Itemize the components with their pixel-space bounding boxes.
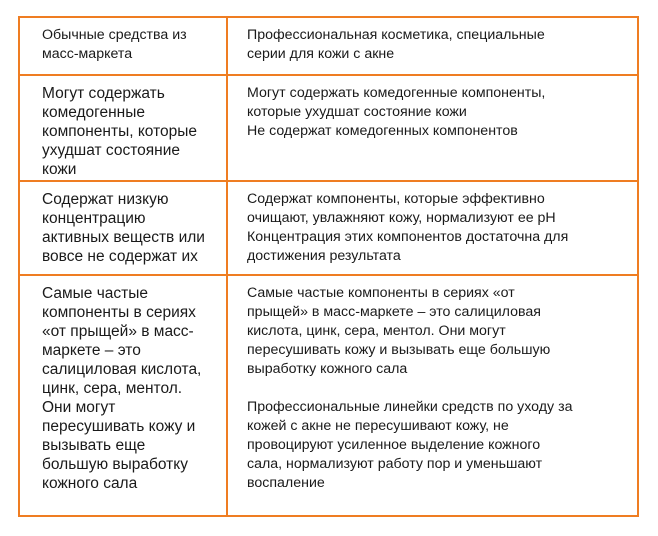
cell-line: кожей с акне не пересушивают кожу, не [247,418,509,434]
cell-line: Могут содержать комедогенные компоненты, [247,85,546,101]
cell-line: воспаление [247,475,325,491]
cell-line: Содержат низкую [42,191,169,208]
cell-line: Они могут [42,399,116,416]
cell-line: Не содержат комедогенных компонентов [247,123,518,139]
cell-line: концентрацию [42,210,146,227]
cell-line: компоненты в сериях [42,304,196,321]
cell-line: очищают, увлажняют кожу, нормализуют ее pH [247,210,556,226]
cell-line: кожи [42,161,77,178]
cell-line: Содержат компоненты, которые эффективно [247,191,545,207]
cell-line: Профессиональные линейки средств по уходу за [247,399,573,415]
cell-line: ухудшат состояние [42,142,180,159]
row-3-left-cell [20,276,228,515]
cell-line: Профессиональная косметика, специальные [247,27,545,43]
cell-line: серии для кожи с акне [247,46,395,62]
cell-line: салициловая кислота, [42,361,202,378]
cell-line: большую выработку [42,456,188,473]
paragraph-gap [247,379,627,398]
cell-line: комедогенные [42,104,145,121]
header-cell-professional [228,18,637,76]
cell-line: цинк, сера, ментол. [42,380,183,397]
cell-line: достижения результата [247,248,401,264]
cell-line: вовсе не содержат их [42,248,198,265]
cell-line: пересушивать кожу и вызывать еще большую [247,342,551,358]
row-2-right-cell [228,182,637,276]
cell-line: кислота, цинк, сера, ментол. Они могут [247,323,506,339]
cell-line: компоненты, которые [42,123,197,140]
cell-line: Самые частые компоненты в сериях «от [247,285,515,301]
row-1-right-cell [228,76,637,182]
cell-line: активных веществ или [42,229,205,246]
row-1-left-cell [20,76,228,182]
cell-line: Могут содержать [42,85,165,102]
cell-line: вызывать еще [42,437,146,454]
cell-line: Обычные средства из [42,27,187,43]
cell-line: Концентрация этих компонентов достаточна для [247,229,569,245]
cell-line: провоцируют усиленное выделение кожного [247,437,541,453]
cell-line: которые ухудшат состояние кожи [247,104,467,120]
row-3-right-cell [228,276,637,515]
cell-line: прыщей» в масс-маркете – это салициловая [247,304,541,320]
cell-line: кожного сала [42,475,138,492]
cell-line: «от прыщей» в масс- [42,323,194,340]
cell-line: сала, нормализуют работу пор и уменьшают [247,456,543,472]
cell-line: пересушивать кожу и [42,418,196,435]
header-cell-mass-market [20,18,228,76]
row-2-left-cell [20,182,228,276]
cell-line: масс-маркета [42,46,133,62]
cell-line: выработку кожного сала [247,361,408,377]
cell-line: маркете – это [42,342,141,359]
comparison-table [18,16,639,517]
cell-line: Самые частые [42,285,149,302]
